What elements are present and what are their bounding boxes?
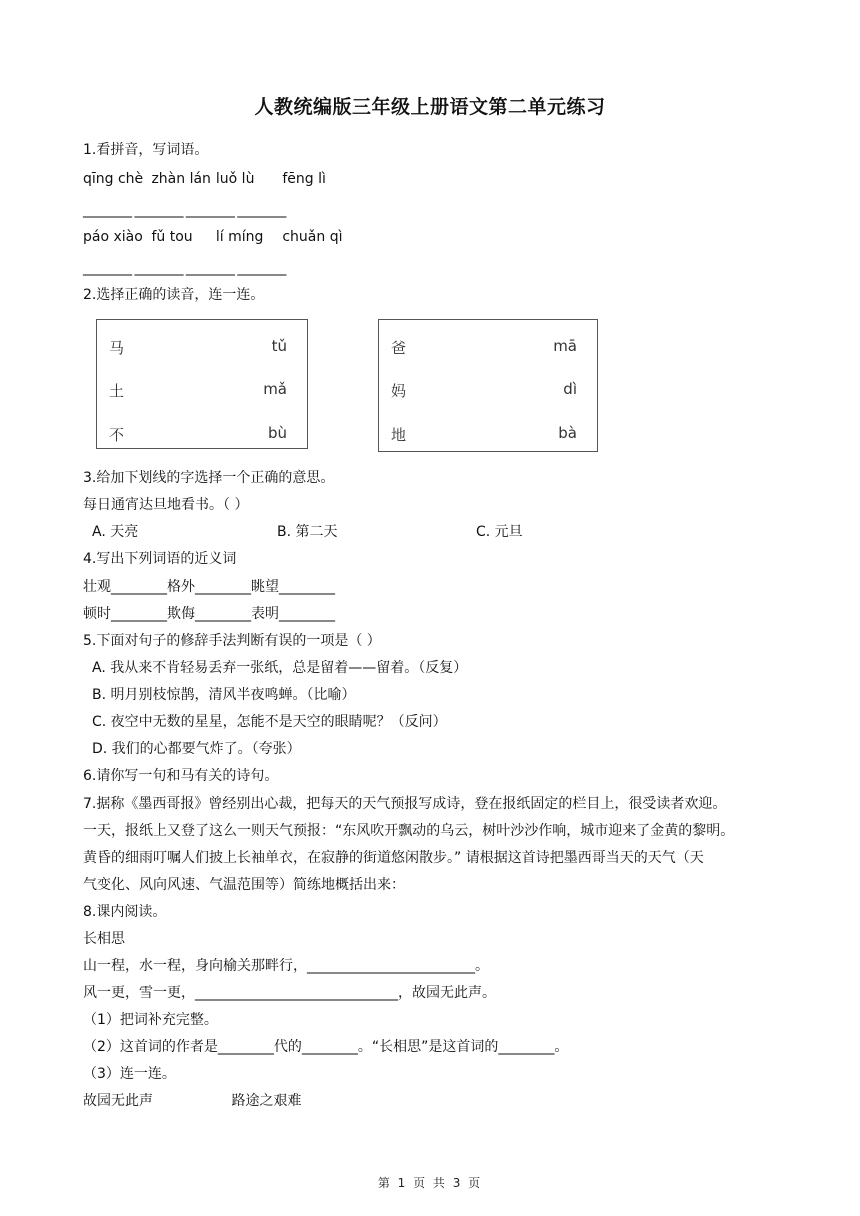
poem-title: 长相思 bbox=[83, 931, 125, 947]
q2-heading: 2.选择正确的读音，连一连。 bbox=[83, 287, 265, 303]
q7-text-line: 黄昏的细雨叮嘱人们披上长袖单衣，在寂静的街道悠闲散步。” 请根据这首诗把墨西哥当天的天气（天 bbox=[83, 850, 704, 866]
q6-heading: 6.请你写一句和马有关的诗句。 bbox=[83, 768, 279, 784]
pinyin-item: páo xiào bbox=[83, 229, 143, 245]
pinyin-item: qīng chè bbox=[83, 171, 144, 187]
matching-box-1 bbox=[96, 319, 308, 449]
q3-sentence: 每日通宵达旦地看书。（ ） bbox=[83, 497, 249, 513]
match-char: 马 bbox=[109, 339, 125, 357]
poem-line-2[interactable]: 风一更，雪一更，_____________________________，故园无此声。 bbox=[83, 985, 496, 1001]
pinyin-item: fēng lì bbox=[282, 171, 326, 187]
q1-answer-blanks-2[interactable]: ________ ________ ________ ________ bbox=[83, 260, 286, 276]
match-row[interactable] bbox=[97, 380, 307, 400]
q1-answer-blanks-1[interactable]: ________ ________ ________ ________ bbox=[83, 202, 286, 218]
poem-line-1[interactable]: 山一程，水一程，身向榆关那畔行，________________________。 bbox=[83, 958, 489, 974]
match-right: 路途之艰难 bbox=[231, 1093, 302, 1109]
q5-option-b[interactable]: B. 明月别枝惊鹊，清风半夜鸣蝉。（比喻） bbox=[92, 687, 356, 703]
q5-option-d[interactable]: D. 我们的心都要气炸了。（夸张） bbox=[92, 741, 301, 757]
match-pinyin: bù bbox=[267, 424, 287, 442]
q8-sub-3: （3）连一连。 bbox=[83, 1066, 176, 1082]
match-char: 土 bbox=[109, 382, 125, 400]
match-char: 地 bbox=[391, 426, 407, 444]
match-pinyin: tǔ bbox=[271, 337, 287, 355]
q8-sub-2[interactable]: （2）这首词的作者是________代的________。“长相思”是这首词的________。 bbox=[83, 1039, 569, 1055]
pinyin-item: luǒ lù bbox=[215, 171, 255, 187]
q1-heading: 1.看拼音，写词语。 bbox=[83, 142, 209, 158]
match-char: 爸 bbox=[391, 339, 407, 357]
q7-text-line: 一天，报纸上又登了这么一则天气预报：“东风吹开飘动的乌云，树叶沙沙作响，城市迎来了金黄的黎明。 bbox=[83, 823, 735, 839]
pinyin-item: chuǎn qì bbox=[282, 229, 343, 245]
match-pinyin: mǎ bbox=[263, 380, 287, 398]
q5-heading: 5.下面对句子的修辞手法判断有误的一项是（ ） bbox=[83, 633, 381, 649]
q7-text-line: 7.据称《墨西哥报》曾经别出心裁，把每天的天气预报写成诗，登在报纸固定的栏目上，很受读者欢迎。 bbox=[83, 796, 727, 812]
option-c[interactable]: C. 元旦 bbox=[476, 524, 523, 540]
q1-pinyin-row-1 bbox=[83, 170, 326, 188]
match-row[interactable] bbox=[379, 424, 597, 444]
option-a[interactable]: A. 天亮 bbox=[92, 524, 139, 540]
q4-line-2[interactable]: 顿时________欺侮________表明________ bbox=[83, 606, 335, 622]
match-row[interactable] bbox=[97, 337, 307, 357]
q4-line-1[interactable]: 壮观________格外________眺望________ bbox=[83, 579, 335, 595]
q5-option-c[interactable]: C. 夜空中无数的星星，怎能不是天空的眼睛呢？（反问） bbox=[92, 714, 447, 730]
match-row[interactable] bbox=[379, 380, 597, 400]
page-footer: 第 1 页 共 3 页 bbox=[377, 1176, 483, 1190]
match-pinyin: mā bbox=[553, 337, 577, 355]
pinyin-item: lí míng bbox=[215, 229, 264, 245]
pinyin-item: zhàn lán bbox=[151, 171, 211, 187]
match-char: 不 bbox=[109, 426, 125, 444]
q8-heading: 8.课内阅读。 bbox=[83, 904, 167, 920]
q1-pinyin-row-2 bbox=[83, 228, 342, 246]
match-pinyin: bà bbox=[558, 424, 577, 442]
matching-box-2 bbox=[378, 319, 598, 452]
q8-match-row[interactable] bbox=[83, 1092, 301, 1110]
match-row[interactable] bbox=[379, 337, 597, 357]
match-row[interactable] bbox=[97, 424, 307, 444]
page-title: 人教统编版三年级上册语文第二单元练习 bbox=[254, 96, 606, 118]
q7-text-line: 气变化、风向风速、气温范围等）简练地概括出来： bbox=[83, 877, 405, 893]
option-b[interactable]: B. 第二天 bbox=[277, 524, 338, 540]
q4-heading: 4.写出下列词语的近义词 bbox=[83, 551, 237, 567]
match-pinyin: dì bbox=[563, 380, 577, 398]
q5-option-a[interactable]: A. 我从来不肯轻易丢弃一张纸，总是留着——留着。（反复） bbox=[92, 660, 468, 676]
pinyin-item: fǔ tou bbox=[151, 229, 193, 245]
match-char: 妈 bbox=[391, 382, 407, 400]
q3-heading: 3.给加下划线的字选择一个正确的意思。 bbox=[83, 470, 335, 486]
match-left: 故园无此声 bbox=[83, 1093, 153, 1109]
q8-sub-1: （1）把词补充完整。 bbox=[83, 1012, 218, 1028]
